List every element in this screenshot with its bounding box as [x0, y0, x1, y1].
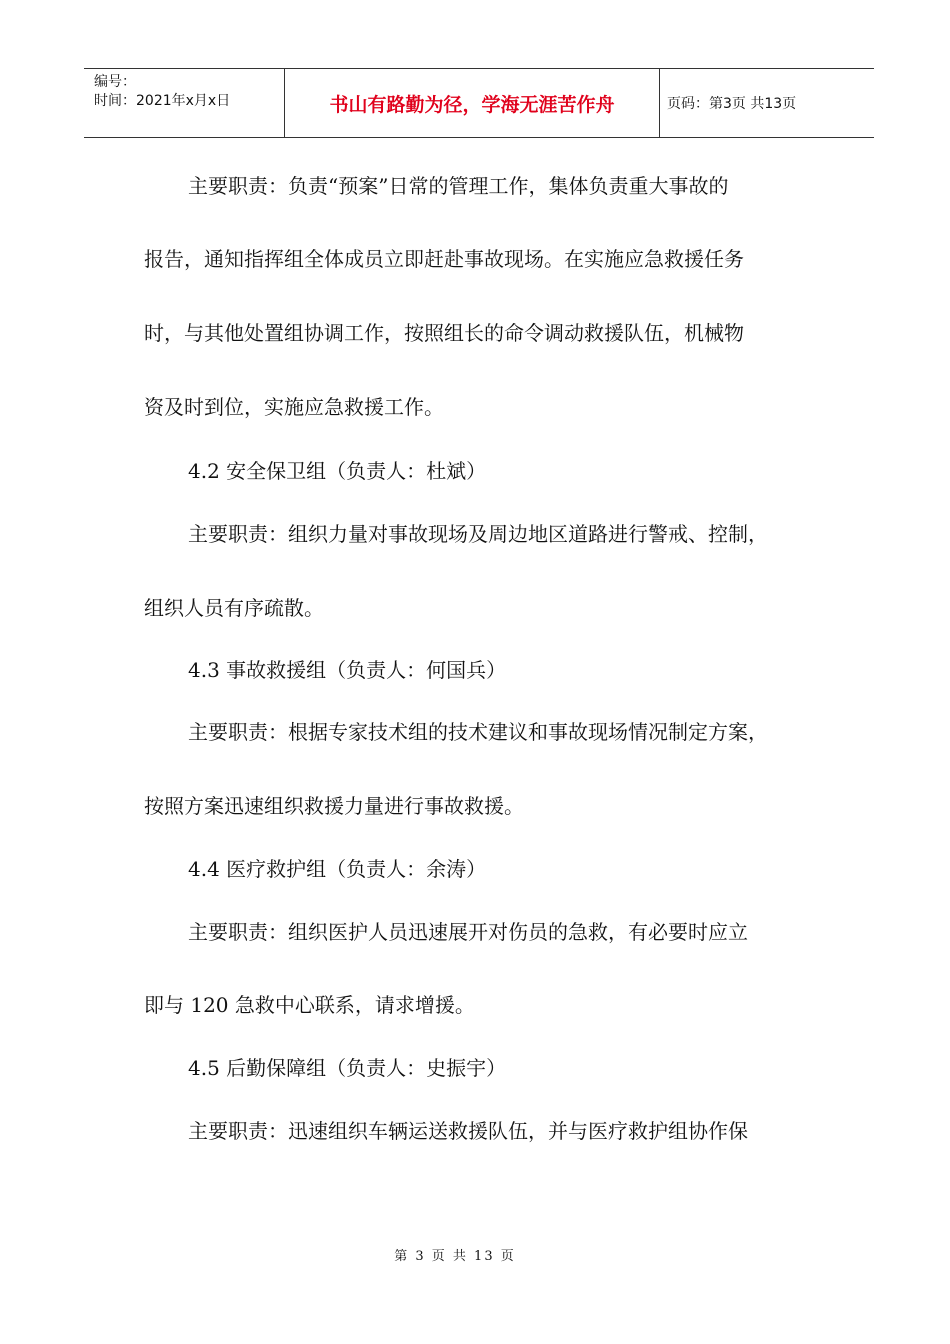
body-line: 时，与其他处置组协调工作，按照组长的命令调动救援队伍，机械物: [144, 321, 744, 345]
body-line: 主要职责：迅速组织车辆运送救援队伍，并与医疗救护组协作保: [188, 1119, 748, 1143]
section-heading: 4.5 后勤保障组（负责人：史振宇）: [188, 1056, 507, 1080]
header-page-info-cell: [659, 69, 874, 137]
body-line: 资及时到位，实施应急救援工作。: [144, 395, 444, 419]
header-motto-cell: [284, 69, 660, 137]
section-heading: 4.4 医疗救护组（负责人：余涛）: [188, 857, 487, 881]
body-line: 即与 120 急救中心联系，请求增援。: [144, 993, 475, 1017]
body-line: 主要职责：组织力量对事故现场及周边地区道路进行警戒、控制，: [188, 522, 768, 546]
body-line: 主要职责：组织医护人员迅速展开对伤员的急救，有必要时应立: [188, 920, 748, 944]
body-line: 报告，通知指挥组全体成员立即赶赴事故现场。在实施应急救援任务: [144, 247, 744, 271]
footer-page-number: 第 3 页 共 13 页: [394, 1249, 516, 1264]
section-heading: 4.2 安全保卫组（负责人：杜斌）: [188, 459, 487, 483]
header-motto: 书山有路勤为径，学海无涯苦作舟: [329, 93, 615, 116]
page-header: [84, 68, 874, 138]
body-line: 主要职责：根据专家技术组的技术建议和事故现场情况制定方案，: [188, 720, 768, 744]
body-line: 按照方案迅速组织救援力量进行事故救援。: [144, 794, 524, 818]
header-meta: [84, 69, 284, 137]
document-number-label: 编号：: [94, 74, 136, 90]
body-line: 组织人员有序疏散。: [144, 596, 324, 620]
section-heading: 4.3 事故救援组（负责人：何国兵）: [188, 658, 507, 682]
document-time-label: 时间：2021年x月x日: [94, 93, 231, 109]
body-line: 主要职责：负责“预案”日常的管理工作，集体负责重大事故的: [188, 174, 729, 198]
header-page-info: 页码：第3页 共13页: [667, 96, 797, 112]
page-footer: [0, 1245, 950, 1264]
